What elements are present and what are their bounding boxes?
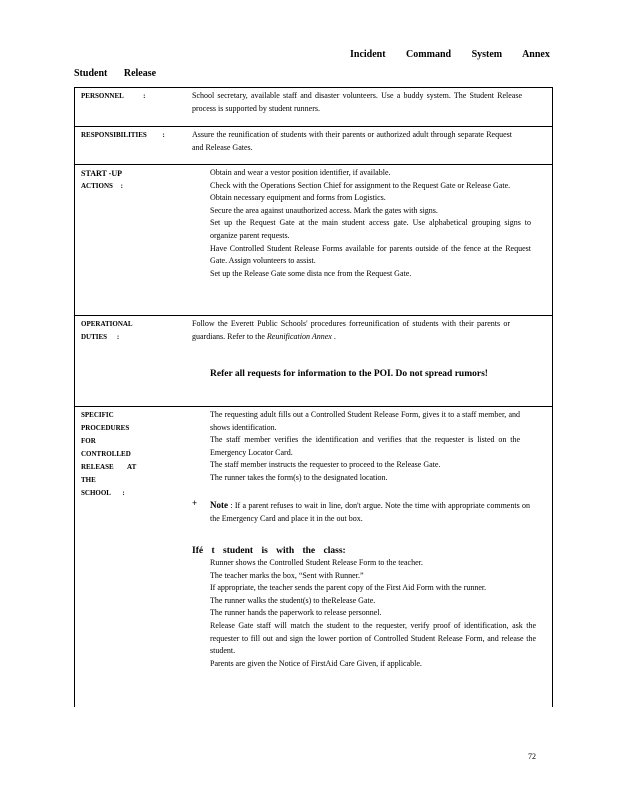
startup-item: Have Controlled Student Release Forms available for parents outside of the fence at the Request Gate. Assign volunteers to assist. <box>210 243 531 266</box>
class-procedure-item: Release Gate staff will match the student to the requester, verify proof of identification, ask the requester to fill out and sign the lower portion of Controlled Student Release Form, and release the student. <box>210 620 536 656</box>
startup-label-line2: ACTIONS : <box>81 182 123 190</box>
specific-label-line: SPECIFIC <box>81 411 114 419</box>
specific-label <box>81 409 163 500</box>
note-plus-icon: + <box>192 498 198 508</box>
startup-item: Set up the Release Gate some dista nce from the Request Gate. <box>210 268 412 278</box>
page-number: 72 <box>528 752 536 761</box>
personnel-text: School secretary, available staff and disaster volunteers. Use a buddy system. The Student Release process is supported by student runners. <box>192 91 522 113</box>
annex-title: Incident Command System Annex <box>350 49 550 60</box>
procedure-item: The staff member instructs the requester to proceed to the Release Gate. <box>210 460 441 470</box>
operational-warning: Refer all requests for information to the POI. Do not spread rumors! <box>210 369 488 379</box>
startup-item: Check with the Operations Section Chief for assignment to the Request Gate or Release Gate. <box>210 180 511 190</box>
row-startup <box>75 164 552 316</box>
class-procedure-item: The teacher marks the box, “Sent with Runner.” <box>210 570 364 580</box>
note-label: Note <box>210 500 228 510</box>
specific-label-line: RELEASE AT THE <box>81 463 137 484</box>
operational-label <box>81 318 161 344</box>
specific-label-line: PROCEDURES FOR <box>81 424 130 445</box>
specific-list <box>210 409 520 485</box>
operational-body-end: . <box>333 331 336 341</box>
startup-label-line1: START -UP <box>81 169 122 178</box>
class-procedure-item: Runner shows the Controlled Student Release Form to the teacher. <box>210 558 423 567</box>
class-procedure-item: The runner hands the paperwork to release personnel. <box>210 608 382 618</box>
procedure-table <box>74 87 553 707</box>
section-title: Student Release <box>74 68 157 79</box>
class-procedure-item: Parents are given the Notice of FirstAid Care Given, if applicable. <box>210 658 422 668</box>
responsibilities-label: RESPONSIBILITIES : <box>81 131 165 139</box>
responsibilities-text: Assure the reunification of students with their parents or authorized adult through separate Request and Release Gates. <box>192 130 512 152</box>
note-block <box>210 499 530 525</box>
startup-item: Set up the Request Gate at the main student access gate. Use alphabetical grouping signs to organize parent requests. <box>210 218 531 240</box>
startup-item: Secure the area against unauthorized access. Mark the gates with signs. <box>210 205 438 215</box>
operational-body: Follow the Everett Public Schools' procedures forreunification of students with their parents or guardians. Refer to the <box>192 319 510 341</box>
procedure-item: The runner takes the form(s) to the designated location. <box>210 472 388 482</box>
specific-label-line: SCHOOL : <box>81 489 125 497</box>
row-operational <box>75 315 552 407</box>
reunification-annex-ref: Reunification Annex <box>266 331 332 341</box>
procedure-item: The staff member verifies the identification and verifies that the requester is listed on the Emergency Locator Card. <box>210 435 520 457</box>
class-procedure-list <box>210 557 536 670</box>
startup-label <box>81 167 161 193</box>
row-personnel <box>75 88 552 126</box>
note-text: : If a parent refuses to wait in line, don't argue. Note the time with appropriate comments on the Emergency Card and place it in the out box. <box>210 501 531 523</box>
class-procedure-item: If appropriate, the teacher sends the parent copy of the First Aid Form with the runner. <box>210 583 487 593</box>
procedure-item: The requesting adult fills out a Controlled Student Release Form, gives it to a staff member, and shows identification. <box>210 410 520 432</box>
startup-item: Obtain necessary equipment and forms from Logistics. <box>210 193 386 203</box>
startup-item: Obtain and wear a vestor position identifier, if available. <box>210 168 391 177</box>
class-subhead: Ifé t student is with the class: <box>192 546 346 556</box>
specific-label-line: CONTROLLED <box>81 450 131 458</box>
operational-label-line2: DUTIES : <box>81 333 120 341</box>
startup-list <box>210 167 531 280</box>
operational-label-line1: OPERATIONAL <box>81 320 133 328</box>
personnel-label: PERSONNEL : <box>81 92 146 100</box>
row-specific-procedures <box>75 406 552 709</box>
row-responsibilities <box>75 126 552 165</box>
operational-text <box>192 318 510 343</box>
class-procedure-item: The runner walks the student(s) to theRelease Gate. <box>210 595 376 605</box>
